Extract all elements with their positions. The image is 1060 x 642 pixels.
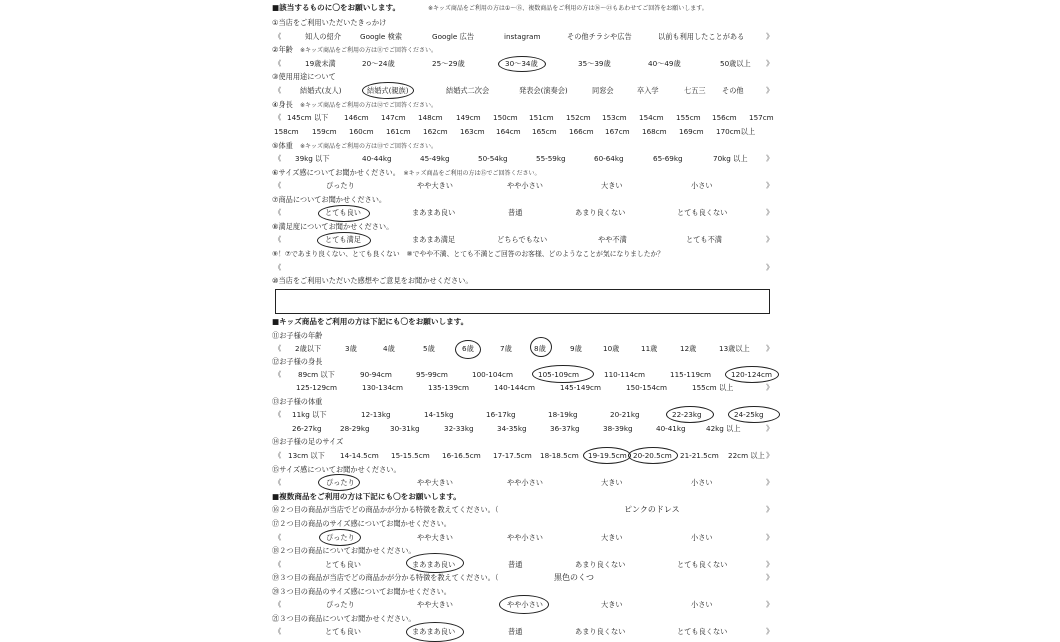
bracket-close: 》 — [766, 560, 774, 569]
bracket-open: 《 — [274, 478, 282, 487]
q5-option[interactable]: 39kg 以下 — [295, 154, 330, 163]
bracket-open: 《 — [274, 32, 282, 41]
q13-option[interactable]: 36-37kg — [550, 424, 580, 433]
bracket-close: 》 — [766, 600, 774, 609]
q13-option[interactable]: 26-27kg — [292, 424, 322, 433]
q3-option[interactable]: 同窓会 — [592, 86, 614, 95]
q16-label: ⑯２つ目の商品が当店でどの商品かが分かる特徴を教えてください。（ — [272, 505, 499, 514]
q4-note: ※キッズ商品をご利用の方は⑫でご回答ください。 — [300, 102, 437, 109]
q14-option[interactable]: 17-17.5cm — [493, 451, 532, 460]
q2-option[interactable]: 25〜29歳 — [432, 59, 465, 68]
q5-note: ※キッズ商品をご利用の方は⑬でご回答ください。 — [300, 143, 437, 150]
q4-option[interactable]: 145cm 以下 — [287, 113, 329, 122]
q18-option[interactable]: とても良い — [325, 560, 361, 569]
q13-option[interactable]: 40-41kg — [656, 424, 686, 433]
q18-label: ⑱２つ目の商品についてお聞かせください。 — [272, 546, 416, 555]
q12-option[interactable]: 145-149cm — [560, 383, 601, 392]
q14-option-selected[interactable]: 19-19.5cm — [588, 451, 627, 460]
q6-option[interactable]: やや小さい — [507, 181, 543, 190]
q4-option[interactable]: 169cm — [679, 127, 704, 136]
q20-option[interactable]: 小さい — [691, 600, 713, 609]
bracket-close: 》 — [766, 505, 774, 514]
bracket-close: 》 — [766, 383, 774, 392]
q13-option[interactable]: 38-39kg — [603, 424, 633, 433]
q3-option[interactable]: 結婚式二次会 — [446, 86, 490, 95]
q12-option[interactable]: 115-119cm — [670, 370, 711, 379]
q12-option[interactable]: 125-129cm — [296, 383, 337, 392]
q8-option[interactable]: どちらでもない — [497, 235, 548, 244]
q6-option[interactable]: ぴったり — [326, 181, 355, 190]
q6-label — [272, 168, 540, 179]
q8-option-selected[interactable]: とても満足 — [325, 235, 361, 244]
q5-option[interactable]: 40-44kg — [362, 154, 392, 163]
q19-handwritten-answer: 黒色のくつ — [554, 573, 594, 582]
q1-option[interactable]: Google 検索 — [360, 32, 403, 41]
q11-option[interactable]: 12歳 — [680, 344, 697, 353]
bracket-open: 《 — [274, 451, 282, 460]
q15-option-selected[interactable]: ぴったり — [326, 478, 355, 487]
q13-option[interactable]: 28-29kg — [340, 424, 370, 433]
q3-option[interactable]: 卒入学 — [637, 86, 659, 95]
bracket-close: 》 — [766, 32, 774, 41]
q11-option[interactable]: 5歳 — [423, 344, 435, 353]
q11-option[interactable]: 3歳 — [345, 344, 357, 353]
bracket-open: 《 — [274, 263, 282, 272]
bracket-open: 《 — [274, 600, 282, 609]
q4-option[interactable]: 153cm — [602, 113, 627, 122]
q13-option[interactable]: 32-33kg — [444, 424, 474, 433]
q4-option[interactable]: 164cm — [496, 127, 521, 136]
q11-option[interactable]: 10歳 — [603, 344, 620, 353]
bracket-close: 》 — [766, 154, 774, 163]
q14-option[interactable]: 18-18.5cm — [540, 451, 579, 460]
q4-option[interactable]: 158cm — [274, 127, 299, 136]
q2-label — [272, 45, 437, 56]
q18-option-selected[interactable]: まあまあ良い — [412, 560, 456, 569]
bracket-open: 《 — [274, 370, 282, 379]
bracket-close: 》 — [766, 424, 774, 433]
q11-option[interactable]: 11歳 — [641, 344, 658, 353]
q1-option[interactable]: Google 広告 — [432, 32, 475, 41]
comment-box[interactable] — [275, 289, 770, 314]
q11-label: ⑪お子様の年齢 — [272, 331, 323, 340]
q6-note: ※キッズ商品をご利用の方は⑮でご回答ください。 — [403, 170, 541, 177]
q12-option-selected[interactable]: 120-124cm — [731, 370, 772, 379]
q5-label — [272, 141, 437, 152]
q2-note: ※キッズ商品をご利用の方は⑪でご回答ください。 — [300, 47, 437, 54]
q12-option[interactable]: 90-94cm — [360, 370, 392, 379]
q21-option[interactable]: 普通 — [508, 627, 523, 636]
q6-option[interactable]: やや大きい — [417, 181, 453, 190]
q17-label: ⑰２つ目の商品のサイズ感についてお聞かせください。 — [272, 519, 451, 528]
q4-label — [272, 100, 437, 111]
q13-option[interactable]: 20-21kg — [610, 410, 640, 419]
q12-option-selected[interactable]: 105-109cm — [538, 370, 579, 379]
q12-option[interactable]: 95-99cm — [416, 370, 448, 379]
q2-option[interactable]: 50歳以上 — [720, 59, 751, 68]
q13-option-selected[interactable]: 24-25kg — [734, 410, 764, 419]
bracket-open: 《 — [274, 560, 282, 569]
q1-label: ①当店をご利用いただいたきっかけ — [272, 18, 387, 27]
q21-label: ㉑３つ目の商品についてお聞かせください。 — [272, 614, 416, 623]
q12-option[interactable]: 130-134cm — [362, 383, 403, 392]
q13-option[interactable]: 11kg 以下 — [292, 410, 327, 419]
q14-option[interactable]: 21-21.5cm — [680, 451, 719, 460]
q15-option[interactable]: やや大きい — [417, 478, 453, 487]
q18-option[interactable]: とても良くない — [677, 560, 728, 569]
q4-option[interactable]: 168cm — [642, 127, 667, 136]
q18-option[interactable]: 普通 — [508, 560, 523, 569]
q13-option[interactable]: 16-17kg — [486, 410, 516, 419]
q14-option[interactable]: 22cm 以上 — [728, 451, 765, 460]
q17-option[interactable]: やや大きい — [417, 533, 453, 542]
q20-option-selected[interactable]: やや小さい — [507, 600, 543, 609]
q3-option[interactable]: 発表会(演奏会) — [519, 86, 568, 95]
q21-option[interactable]: あまり良くない — [575, 627, 626, 636]
q4-option[interactable]: 155cm — [676, 113, 701, 122]
q4-option[interactable]: 147cm — [381, 113, 406, 122]
bracket-close: 》 — [766, 263, 774, 272]
q4-option[interactable]: 166cm — [569, 127, 594, 136]
q2-label-text: ②年齢 — [272, 45, 293, 54]
q20-option[interactable]: やや大きい — [417, 600, 453, 609]
q13-option[interactable]: 14-15kg — [424, 410, 454, 419]
bracket-close: 》 — [766, 573, 774, 582]
q6-option[interactable]: 小さい — [691, 181, 713, 190]
q1-option[interactable]: instagram — [504, 32, 541, 41]
q4-option[interactable]: 170cm以上 — [716, 127, 756, 136]
bracket-open: 《 — [274, 86, 282, 95]
q2-option[interactable]: 20〜24歳 — [362, 59, 395, 68]
q14-option[interactable]: 16-16.5cm — [442, 451, 481, 460]
q13-option[interactable]: 34-35kg — [497, 424, 527, 433]
q7-option[interactable]: あまり良くない — [575, 208, 626, 217]
q12-label: ⑫お子様の身長 — [272, 357, 323, 366]
q20-label: ⑳３つ目の商品のサイズ感についてお聞かせください。 — [272, 587, 451, 596]
q5-option[interactable]: 60-64kg — [594, 154, 624, 163]
q12-option[interactable]: 140-144cm — [494, 383, 535, 392]
header-title: ■該当するものに〇をお願いします。 — [272, 3, 401, 12]
q11-option-selected[interactable]: 8歳 — [534, 344, 546, 353]
q4-option[interactable]: 161cm — [386, 127, 411, 136]
q14-option[interactable]: 14-14.5cm — [340, 451, 379, 460]
bracket-open: 《 — [274, 181, 282, 190]
bracket-open: 《 — [274, 627, 282, 636]
q4-option[interactable]: 163cm — [460, 127, 485, 136]
q6-option[interactable]: 大きい — [601, 181, 623, 190]
bracket-close: 》 — [766, 59, 774, 68]
q4-option[interactable]: 148cm — [418, 113, 443, 122]
q15-option[interactable]: 小さい — [691, 478, 713, 487]
q12-option[interactable]: 155cm 以上 — [692, 383, 734, 392]
q4-option[interactable]: 152cm — [566, 113, 591, 122]
q13-option-selected[interactable]: 22-23kg — [672, 410, 702, 419]
q20-option[interactable]: 大きい — [601, 600, 623, 609]
q14-option-selected[interactable]: 20-20.5cm — [633, 451, 672, 460]
q3-option[interactable]: 結婚式(友人) — [300, 86, 342, 95]
bracket-close: 》 — [766, 478, 774, 487]
q13-option[interactable]: 18-19kg — [548, 410, 578, 419]
q14-option[interactable]: 13cm 以下 — [288, 451, 325, 460]
q16-handwritten-answer: ピンクのドレス — [624, 505, 680, 514]
q7-label: ⑦商品についてお聞かせください。 — [272, 195, 387, 204]
q3-option[interactable]: 七五三 — [684, 86, 706, 95]
q2-option[interactable]: 40〜49歳 — [648, 59, 681, 68]
q3-option[interactable]: その他 — [722, 86, 744, 95]
q12-option[interactable]: 100-104cm — [472, 370, 513, 379]
q8-option[interactable]: とても不満 — [686, 235, 722, 244]
bracket-open: 《 — [274, 533, 282, 542]
kids-section-title: ■キッズ商品をご利用の方は下記にも〇をお願いします。 — [272, 317, 469, 326]
bracket-open: 《 — [274, 410, 282, 419]
bracket-close: 》 — [766, 235, 774, 244]
q4-option[interactable]: 150cm — [493, 113, 518, 122]
q21-option[interactable]: とても良い — [325, 627, 361, 636]
bracket-open: 《 — [274, 344, 282, 353]
q6-label-text: ⑥サイズ感についてお聞かせください。 — [272, 168, 397, 177]
q5-label-text: ⑤体重 — [272, 141, 293, 150]
q4-option[interactable]: 162cm — [423, 127, 448, 136]
q3-option-selected[interactable]: 結婚式(親族) — [367, 86, 409, 95]
q8-option[interactable]: まあまあ満足 — [412, 235, 456, 244]
q2-option[interactable]: 19歳未満 — [305, 59, 336, 68]
bracket-close: 》 — [766, 533, 774, 542]
q12-option[interactable]: 110-114cm — [604, 370, 645, 379]
q2-option[interactable]: 35〜39歳 — [578, 59, 611, 68]
q12-option[interactable]: 89cm 以下 — [298, 370, 335, 379]
q13-option[interactable]: 30-31kg — [390, 424, 420, 433]
q5-option[interactable]: 45-49kg — [420, 154, 450, 163]
q5-option[interactable]: 55-59kg — [536, 154, 566, 163]
q11-option[interactable]: 7歳 — [500, 344, 512, 353]
q15-option[interactable]: やや小さい — [507, 478, 543, 487]
q17-option-selected[interactable]: ぴったり — [326, 533, 355, 542]
q18-option[interactable]: あまり良くない — [575, 560, 626, 569]
q5-option[interactable]: 65-69kg — [653, 154, 683, 163]
q11-option[interactable]: 13歳以上 — [719, 344, 750, 353]
q12-option[interactable]: 150-154cm — [626, 383, 667, 392]
q2-option-selected[interactable]: 30〜34歳 — [505, 59, 538, 68]
header-note: ※キッズ商品をご利用の方は①〜⑮、複数商品をご利用の方は⑯〜㉑もあわせてご回答をお願いします。 — [428, 5, 708, 12]
q14-option[interactable]: 15-15.5cm — [391, 451, 430, 460]
q14-label: ⑭お子様の足のサイズ — [272, 437, 344, 446]
q8-option[interactable]: やや不満 — [598, 235, 627, 244]
q1-option[interactable]: 知人の紹介 — [305, 32, 341, 41]
q1-option[interactable]: 以前も利用したことがある — [658, 32, 745, 41]
bracket-close: 》 — [766, 208, 774, 217]
multi-section-title: ■複数商品をご利用の方は下記にも〇をお願いします。 — [272, 492, 461, 501]
q21-option-selected[interactable]: まあまあ良い — [412, 627, 456, 636]
q4-option[interactable]: 156cm — [712, 113, 737, 122]
q4-option[interactable]: 149cm — [456, 113, 481, 122]
q5-option[interactable]: 50-54kg — [478, 154, 508, 163]
q17-option[interactable]: やや小さい — [507, 533, 543, 542]
bracket-open: 《 — [274, 208, 282, 217]
bracket-close: 》 — [766, 181, 774, 190]
q7-option[interactable]: とても良くない — [677, 208, 728, 217]
q3-label: ③使用用途について — [272, 72, 336, 81]
q4-label-text: ④身長 — [272, 100, 293, 109]
q15-label: ⑮サイズ感についてお聞かせください。 — [272, 465, 401, 474]
q15-option[interactable]: 大きい — [601, 478, 623, 487]
q12-option[interactable]: 135-139cm — [428, 383, 469, 392]
q4-option[interactable]: 157cm — [749, 113, 774, 122]
bracket-close: 》 — [766, 344, 774, 353]
q7-option[interactable]: まあまあ良い — [412, 208, 456, 217]
q13-option[interactable]: 12-13kg — [361, 410, 391, 419]
q13-option[interactable]: 42kg 以上 — [706, 424, 741, 433]
bracket-open: 《 — [274, 154, 282, 163]
bracket-close: 》 — [766, 86, 774, 95]
q8-label: ⑧満足度についてお聞かせください。 — [272, 222, 394, 231]
q5-option[interactable]: 70kg 以上 — [713, 154, 748, 163]
q4-option[interactable]: 151cm — [529, 113, 554, 122]
q4-option[interactable]: 146cm — [344, 113, 369, 122]
bracket-open: 《 — [274, 113, 282, 122]
q11-option[interactable]: 9歳 — [570, 344, 582, 353]
q17-option[interactable]: 小さい — [691, 533, 713, 542]
bracket-close: 》 — [766, 627, 774, 636]
q4-option[interactable]: 154cm — [639, 113, 664, 122]
bracket-open: 《 — [274, 235, 282, 244]
q20-option[interactable]: ぴったり — [326, 600, 355, 609]
bracket-open: 《 — [274, 59, 282, 68]
q11-option-selected[interactable]: 6歳 — [462, 344, 474, 353]
q11-option[interactable]: 2歳以下 — [295, 344, 322, 353]
q9-label: ⑨！⑦であまり良くない、とても良くない ⑧でやや不満、とても不満とご回答のお客様、どのようなことが気になりましたか？ — [272, 250, 665, 258]
q11-option[interactable]: 4歳 — [383, 344, 395, 353]
q17-option[interactable]: 大きい — [601, 533, 623, 542]
q4-option[interactable]: 167cm — [605, 127, 630, 136]
q7-option-selected[interactable]: とても良い — [325, 208, 361, 217]
q4-option[interactable]: 165cm — [532, 127, 557, 136]
q4-option[interactable]: 160cm — [349, 127, 374, 136]
bracket-close: 》 — [766, 451, 774, 460]
q21-option[interactable]: とても良くない — [677, 627, 728, 636]
q7-option[interactable]: 普通 — [508, 208, 523, 217]
q4-option[interactable]: 159cm — [312, 127, 337, 136]
q10-label: ⑩当店をご利用いただいた感想やご意見をお聞かせください。 — [272, 276, 473, 285]
q19-label: ⑲３つ目の商品が当店でどの商品かが分かる特徴を教えてください。（ — [272, 573, 499, 582]
q13-label: ⑬お子様の体重 — [272, 397, 323, 406]
q1-option[interactable]: その他チラシや広告 — [567, 32, 632, 41]
